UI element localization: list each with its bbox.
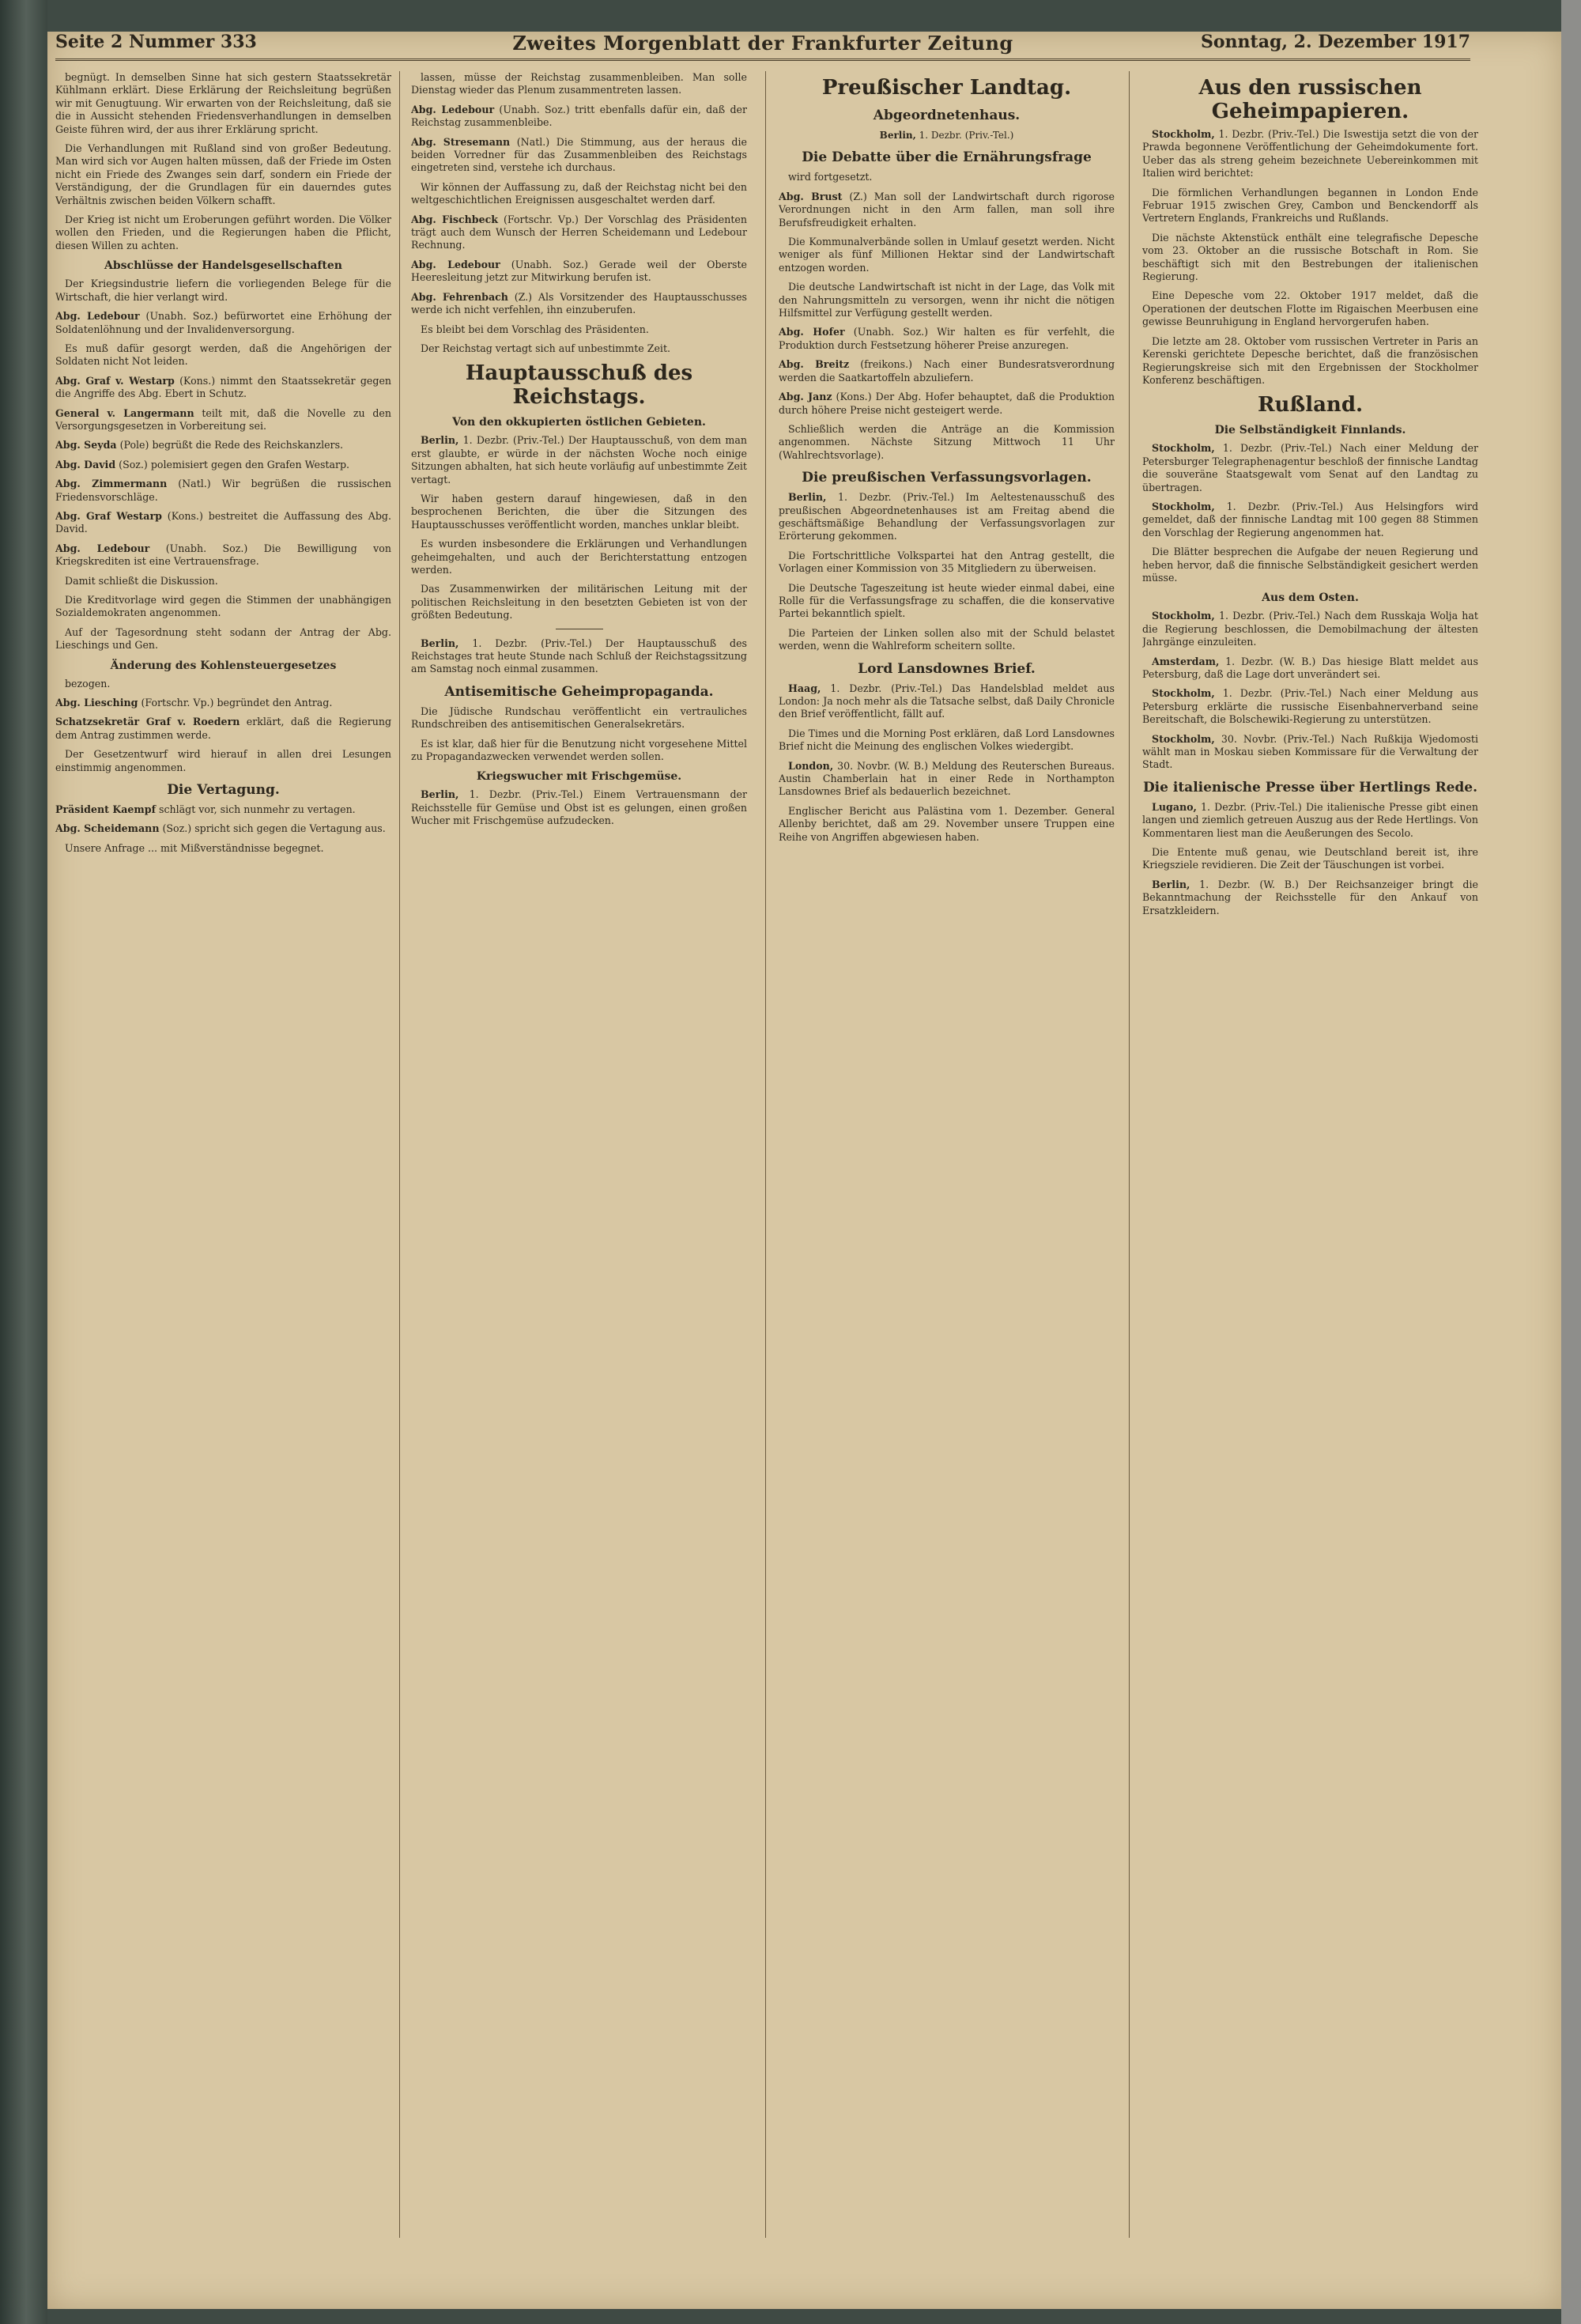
speaker-text: Wir halten es für verfehlt, die Produktion durch Festsetzung höherer Preise anzuregen. bbox=[779, 326, 1115, 351]
speaker-text: nimmt den Staatssekretär gegen die Angriffe des Abg. Ebert in Schutz. bbox=[55, 374, 391, 400]
dateline-paragraph bbox=[1142, 501, 1478, 539]
speaker-text: Nach einer Bundesratsverordnung werden die Saatkartoffeln abzuliefern. bbox=[779, 358, 1115, 384]
dateline-text: Meldung des Reuterschen Bureaus. Austin Chamberlain hat in einer Rede in Northampton Lansdownes Brief als bedauerlich bezeichnet. bbox=[779, 759, 1115, 798]
speaker-entry bbox=[779, 191, 1115, 229]
speaker-party: (Z.) bbox=[514, 290, 533, 303]
dateline-paragraph bbox=[1142, 687, 1478, 726]
speaker-text: spricht sich gegen die Vertagung aus. bbox=[194, 822, 386, 835]
speaker-text: Als Vorsitzender des Hauptausschusses werde ich nicht verfehlen, ihn einzuberufen. bbox=[411, 290, 747, 316]
speaker-name: Schatzsekretär Graf v. Roedern bbox=[55, 716, 240, 728]
dateline-source: (Priv.-Tel.) bbox=[531, 788, 583, 801]
speaker-entry bbox=[55, 697, 391, 709]
paragraph: Die nächste Aktenstück enthält eine telegrafische Depesche vom 23. Oktober an die russische Botschaft in Rom. Sie beschäftigt sich mit den Bestrebungen der italienischen Regierung. bbox=[1142, 231, 1478, 283]
dateline-text: Nach dem Russkaja Wolja hat die Regierung beschlossen, die Demobilmachung der ältesten Jahrgänge einzuleiten. bbox=[1142, 610, 1478, 648]
article-headline: Lord Lansdownes Brief. bbox=[858, 660, 1036, 677]
speaker-party: (Unabh. Soz.) bbox=[499, 103, 570, 115]
dateline-paragraph bbox=[1142, 801, 1478, 840]
dateline-source: (Priv.-Tel.) bbox=[1251, 800, 1302, 813]
section-heading: Die Vertagung. bbox=[167, 782, 280, 799]
speaker-text: erklärt, daß die Regierung dem Antrag zustimmen werde. bbox=[55, 716, 391, 741]
speaker-name: Abg. Fehrenbach bbox=[411, 290, 508, 303]
article-headline: Hauptausschuß des Reichstags. bbox=[465, 361, 693, 410]
dateline-source: (Priv.-Tel.) bbox=[1280, 687, 1332, 700]
dateline-place: Stockholm, bbox=[1152, 128, 1215, 140]
paragraph: Wir haben gestern darauf hingewiesen, daß in den besprochenen Berichten, die über die Sitzungen des Hauptausschusses veröffentlicht worden, manches unklar bleibt. bbox=[411, 492, 747, 531]
speaker-text: Die Bewilligung von Kriegskrediten ist eine Vertrauensfrage. bbox=[55, 542, 391, 568]
speaker-entry bbox=[55, 375, 391, 401]
speaker-text: teilt mit, daß die Novelle zu den Versorgungsgesetzen in Vorbereitung sei. bbox=[55, 406, 391, 432]
speaker-entry bbox=[55, 459, 391, 471]
paragraph: Die Parteien der Linken sollen also mit der Schuld belastet werden, wenn die Wahlreform scheitern sollte. bbox=[779, 626, 1115, 652]
dateline-date: 1. Dezbr. bbox=[1218, 128, 1265, 140]
speaker-name: Abg. Hofer bbox=[779, 326, 845, 338]
dateline-date: 1. Dezbr. bbox=[472, 637, 528, 649]
speaker-name: Abg. Fischbeck bbox=[411, 213, 498, 225]
dateline-date: 1. Dezbr. bbox=[1218, 610, 1266, 622]
speaker-entry bbox=[55, 407, 391, 433]
dateline-place: Amsterdam, bbox=[1152, 655, 1220, 667]
dateline-source: (Priv.-Tel.) bbox=[1280, 442, 1332, 455]
paragraph: Die Times und die Morning Post erklären, daß Lord Lansdownes Brief nicht die Meinung des englischen Volkes wiedergibt. bbox=[779, 727, 1115, 753]
paragraph: Es wurden insbesondere die Erklärungen und Verhandlungen geheimgehalten, und auch der Berichterstattung entzogen werden. bbox=[411, 538, 747, 576]
dateline-date: 30. Novbr. bbox=[1221, 732, 1277, 745]
paragraph: Die Jüdische Rundschau veröffentlicht ein vertrauliches Rundschreiben des antisemitischen Generalsekretärs. bbox=[411, 705, 747, 731]
speaker-entry bbox=[55, 716, 391, 742]
column-rule bbox=[765, 71, 766, 2238]
dateline-text: Das hiesige Blatt meldet aus Petersburg, daß die Lage dort unverändert sei. bbox=[1142, 655, 1478, 680]
article-headline: Preußischer Landtag. bbox=[821, 76, 1072, 100]
speaker-name: Abg. Stresemann bbox=[411, 135, 511, 148]
paragraph: begnügt. In demselben Sinne hat sich gestern Staatssekretär Kühlmann erklärt. Diese Erklärung der Reichsleitung begrüßen wir mit Genugtuung. Wir erwarten von der Reichsleitung, daß sie die in Aussicht stehenden Friedensverhandlungen in demselben Geiste führen wird, der aus ihrer Erklärung spricht. bbox=[55, 71, 391, 135]
dateline-source: (W. B.) bbox=[1279, 655, 1316, 667]
speaker-entry bbox=[411, 136, 747, 175]
paragraph: Damit schließt die Diskussion. bbox=[65, 574, 218, 587]
dateline-date: 1. Dezbr. bbox=[1201, 800, 1247, 813]
article-headline: Antisemitische Geheimpropaganda. bbox=[444, 683, 714, 700]
speaker-name: Abg. David bbox=[55, 458, 116, 470]
dateline-paragraph bbox=[779, 491, 1115, 543]
speaker-text: Gerade weil der Oberste Heeresleitung jetzt zur Mitwirkung berufen ist. bbox=[411, 258, 747, 284]
speaker-entry bbox=[55, 510, 391, 536]
speaker-name: Abg. Janz bbox=[779, 391, 832, 403]
dateline-date: 1. Dezbr. bbox=[919, 130, 962, 141]
speaker-entry bbox=[411, 214, 747, 252]
dateline-paragraph bbox=[1142, 733, 1478, 772]
speaker-text: begrüßt die Rede des Reichskanzlers. bbox=[152, 439, 344, 452]
speaker-name: Abg. Graf v. Westarp bbox=[55, 374, 175, 387]
article-headline: Die preußischen Verfassungsvorlagen. bbox=[802, 470, 1092, 486]
dateline-paragraph bbox=[1142, 610, 1478, 648]
dateline-source: (W. B.) bbox=[894, 759, 929, 772]
paragraph: Auf der Tagesordnung steht sodann der Antrag der Abg. Lieschings und Gen. bbox=[55, 625, 391, 652]
dateline-place: Berlin, bbox=[1152, 878, 1190, 890]
paragraph: Schließlich werden die Anträge an die Kommission angenommen. Nächste Sitzung Mittwoch 11 Uhr (Wahlrechtsvorlage). bbox=[779, 422, 1115, 461]
paragraph: Die deutsche Landwirtschaft ist nicht in der Lage, das Volk mit den Nahrungsmitteln zu versorgen, wenn ihr nicht die nötigen Hilfsmittel zur Verfügung gestellt werden. bbox=[779, 281, 1115, 319]
column-3 bbox=[779, 71, 1115, 2238]
dateline-paragraph bbox=[411, 788, 747, 827]
dateline-date: 1. Dezbr. bbox=[1199, 878, 1251, 890]
dateline-place: Stockholm, bbox=[1152, 687, 1215, 700]
speaker-text: Die Stimmung, aus der heraus die beiden Vorredner für das Zusammenbleiben des Reichstags eingetreten sind, verstehe ich durchaus. bbox=[411, 135, 747, 174]
speaker-party: (Kons.) bbox=[179, 374, 216, 387]
speaker-entry bbox=[779, 391, 1115, 417]
speaker-entry bbox=[55, 310, 391, 336]
paragraph: Die Entente muß genau, wie Deutschland bereit ist, ihre Kriegsziele revidieren. Die Zeit der Täuschungen ist vorbei. bbox=[1142, 846, 1478, 871]
paragraph: Die Kommunalverbände sollen in Umlauf gesetzt werden. Nicht weniger als fünf Millionen Hektar sind der Landwirtschaft entzogen worden. bbox=[779, 236, 1115, 274]
dateline-text: Das Handelsblad meldet aus London: Ja noch mehr als die Tatsache selbst, daß Daily Chronicle den Brief veröffentlicht, fällt auf. bbox=[779, 682, 1115, 720]
speaker-text: Wir begrüßen die russischen Friedensvorschläge. bbox=[55, 478, 391, 503]
article-headline: Kriegswucher mit Frischgemüse. bbox=[476, 770, 682, 784]
dateline-place: Berlin, bbox=[879, 130, 916, 141]
dateline-place: Berlin, bbox=[421, 637, 459, 649]
speaker-entry bbox=[55, 822, 391, 835]
speaker-name: Präsident Kaempf bbox=[55, 803, 156, 816]
dateline-paragraph bbox=[1142, 656, 1478, 682]
speaker-entry bbox=[411, 291, 747, 317]
speaker-party: (Kons.) bbox=[836, 391, 872, 403]
paragraph: Es muß dafür gesorgt werden, daß die Angehörigen der Soldaten nicht Not leiden. bbox=[55, 342, 391, 368]
speaker-name: Abg. Seyda bbox=[55, 439, 117, 452]
speaker-entry bbox=[55, 478, 391, 504]
dateline-source: (Priv.-Tel.) bbox=[1267, 128, 1319, 140]
speaker-name: General v. Langermann bbox=[55, 406, 194, 419]
speaker-name: Abg. Zimmermann bbox=[55, 478, 168, 490]
dateline-date: 1. Dezbr. bbox=[838, 491, 892, 504]
speaker-party: (Pole) bbox=[119, 439, 149, 452]
dateline-paragraph bbox=[1142, 442, 1478, 494]
dateline-text: Im Aeltestenausschuß des preußischen Abgeordnetenhauses ist am Freitag abend die geschäftsmäßige Behandlung der Verfassungsvorlagen zur Erörterung gekommen. bbox=[779, 491, 1115, 542]
dateline-date: 1. Dezbr. bbox=[462, 434, 509, 447]
dateline-source: (Priv.-Tel.) bbox=[903, 491, 954, 504]
paragraph: Es bleibt bei dem Vorschlag des Präsidenten. bbox=[421, 323, 649, 335]
speaker-name: Abg. Liesching bbox=[55, 697, 138, 709]
dateline-text: Der Hauptausschuß, von dem man erst glaubte, er würde in der nächsten Woche noch einige Sitzungen abhalten, hat sich heute vorläufig auf unbestimmte Zeit vertagt. bbox=[411, 434, 747, 486]
paragraph: bezogen. bbox=[65, 677, 111, 690]
paragraph: Der Krieg ist nicht um Eroberungen geführt worden. Die Völker wollen den Frieden, und die Regierungen haben die Pflicht, diesen Willen zu achten. bbox=[55, 214, 391, 251]
paragraph: Die Fortschrittliche Volkspartei hat den Antrag gestellt, die Vorlagen einer Kommission von 35 Mitgliedern zu überweisen. bbox=[779, 549, 1115, 575]
dateline-date: 1. Dezbr. bbox=[1225, 655, 1273, 667]
dateline-place: Lugano, bbox=[1152, 800, 1197, 813]
speaker-entry bbox=[55, 803, 391, 816]
speaker-text: Der Abg. Hofer behauptet, daß die Produktion durch höhere Preise nicht gesteigert werde. bbox=[779, 391, 1115, 416]
speaker-party: (Natl.) bbox=[516, 135, 550, 148]
masthead bbox=[55, 22, 1470, 61]
speaker-name: Abg. Scheidemann bbox=[55, 822, 160, 835]
paragraph: Der Reichstag vertagt sich auf unbestimmte Zeit. bbox=[421, 342, 671, 354]
dateline-date: 30. Novbr. bbox=[837, 759, 891, 772]
page-edge bbox=[1561, 0, 1581, 2324]
section-heading: Aus dem Osten. bbox=[1262, 591, 1359, 605]
paragraph: Der Gesetzentwurf wird hierauf in allen drei Lesungen einstimmig angenommen. bbox=[55, 748, 391, 773]
newspaper-title: Zweites Morgenblatt der Frankfurter Zeitung bbox=[512, 32, 1013, 55]
dateline-place: Stockholm, bbox=[1152, 732, 1215, 745]
paragraph: Die Verhandlungen mit Rußland sind von großer Bedeutung. Man wird sich vor Augen halten müssen, daß der Friede im Osten nicht ein Friede des Zwanges sein darf, sondern ein Friede der Verständigung, der die Grundlagen für ein dauerndes gutes Verhältnis zwischen beiden Völkern schafft. bbox=[55, 142, 391, 206]
section-heading: Änderung des Kohlensteuergesetzes bbox=[110, 659, 337, 672]
dateline-paragraph bbox=[779, 129, 1115, 142]
speaker-name: Abg. Ledebour bbox=[411, 258, 500, 270]
dateline-text: Einem Vertrauensmann der Reichsstelle für Gemüse und Obst ist es gelungen, einen großen Wucher mit Frischgemüse aufzudecken. bbox=[411, 788, 747, 827]
speaker-entry bbox=[55, 439, 391, 452]
dateline-text: Die italienische Presse gibt einen langen und ziemlich getreuen Auszug aus der Rede Hertlings. Von Kommentaren liest man die Aeußerungen des Secolo. bbox=[1142, 800, 1478, 839]
dateline-date: 1. Dezbr. bbox=[830, 682, 882, 694]
column-rule bbox=[1129, 71, 1130, 2238]
page-number: Seite 2 Nummer 333 bbox=[55, 32, 257, 52]
speaker-entry bbox=[779, 358, 1115, 384]
dateline-text: Nach Rußkija Wjedomosti wählt man in Moskau sieben Kommissare für die Verwaltung der Stadt. bbox=[1142, 732, 1478, 771]
dateline-paragraph bbox=[411, 637, 747, 676]
dateline-place: Berlin, bbox=[421, 788, 459, 801]
dateline-text: Aus Helsingfors wird gemeldet, daß der finnische Landtag mit 100 gegen 88 Stimmen den Vorschlag der Regierung angenommen hat. bbox=[1142, 500, 1478, 538]
speaker-text: polemisiert gegen den Grafen Westarp. bbox=[150, 458, 350, 470]
speaker-text: bestreitet die Auffassung des Abg. David. bbox=[55, 509, 391, 535]
article-headline: Aus den russischen Geheimpapieren. bbox=[1198, 76, 1422, 123]
dateline-source: (W. B.) bbox=[1259, 878, 1299, 890]
dateline-text: Nach einer Meldung der Petersburger Telegraphenagentur beschloß der finnische Landtag die souveräne Staatsgewalt vom Senat auf den Landtag zu übertragen. bbox=[1142, 442, 1478, 493]
speaker-text: Man soll der Landwirtschaft durch rigorose Verordnungen nicht in den Arm fallen, man soll ihre Berufsfreudigkeit erhalten. bbox=[779, 190, 1115, 229]
paragraph: Wir können der Auffassung zu, daß der Reichstag nicht bei den weltgeschichtlichen Ereignissen ausgeschaltet werden darf. bbox=[411, 180, 747, 206]
dateline-place: Stockholm, bbox=[1152, 500, 1215, 512]
binding-strip bbox=[0, 0, 47, 2324]
dateline-place: Stockholm, bbox=[1152, 442, 1215, 455]
paragraph: Es ist klar, daß hier für die Benutzung nicht vorgesehene Mittel zu Propagandazwecken verwendet werden sollen. bbox=[411, 737, 747, 763]
dateline-text: Der Hauptausschuß des Reichstages trat heute Stunde nach Schluß der Reichstagssitzung am Samstag noch einmal zusammen. bbox=[411, 637, 747, 675]
speaker-name: Abg. Ledebour bbox=[411, 103, 495, 115]
paragraph: Die Deutsche Tageszeitung ist heute wieder einmal dabei, eine Rolle für die Verfassungsfrage zu schaffen, die die konservative Partei bekanntlich spielt. bbox=[779, 581, 1115, 620]
paragraph: Eine Depesche vom 22. Oktober 1917 meldet, daß die Operationen der deutschen Flotte im Rigaischen Meerbusen eine gewisse Beunruhigung in England hervorgerufen haben. bbox=[1142, 289, 1478, 328]
dateline-place: Haag, bbox=[788, 682, 821, 694]
speaker-entry bbox=[55, 542, 391, 569]
dateline-source: (Priv.-Tel.) bbox=[1269, 610, 1320, 622]
issue-date: Sonntag, 2. Dezember 1917 bbox=[1201, 32, 1470, 52]
paragraph: Die Blätter besprechen die Aufgabe der neuen Regierung und heben hervor, daß die finnische Selbständigkeit gesichert werden müsse. bbox=[1142, 546, 1478, 584]
speaker-party: (Soz.) bbox=[119, 458, 148, 470]
dateline-paragraph bbox=[1142, 128, 1478, 180]
article-subhead: Die Selbständigkeit Finnlands. bbox=[1214, 424, 1406, 437]
speaker-name: Abg. Brust bbox=[779, 190, 843, 202]
paragraph: Unsere Anfrage ... mit Mißverständnisse begegnet. bbox=[65, 841, 324, 854]
dateline-paragraph bbox=[1142, 879, 1478, 917]
section-heading: Die Debatte über die Ernährungsfrage bbox=[802, 149, 1092, 166]
column-4 bbox=[1142, 71, 1478, 2238]
dateline-paragraph bbox=[779, 760, 1115, 799]
speaker-party: (Unabh. Soz.) bbox=[853, 326, 929, 338]
speaker-text: begründet den Antrag. bbox=[217, 697, 333, 709]
paragraph: lassen, müsse der Reichstag zusammenbleiben. Man solle Dienstag wieder das Plenum zusammentreten lassen. bbox=[411, 71, 747, 96]
dateline-source: (Priv.-Tel.) bbox=[541, 637, 592, 649]
dateline-date: 1. Dezbr. bbox=[1226, 500, 1281, 512]
dateline-source: (Priv.-Tel.) bbox=[512, 434, 564, 447]
speaker-party: (Unabh. Soz.) bbox=[165, 542, 248, 554]
dateline-paragraph bbox=[411, 434, 747, 486]
speaker-name: Abg. Breitz bbox=[779, 358, 850, 371]
speaker-name: Abg. Graf Westarp bbox=[55, 509, 162, 522]
dateline-place: Stockholm, bbox=[1152, 610, 1215, 622]
article-subhead: Von den okkupierten östlichen Gebieten. bbox=[452, 416, 706, 429]
dateline-place: Berlin, bbox=[421, 434, 459, 447]
speaker-party: (Kons.) bbox=[167, 509, 203, 522]
section-heading: Abschlüsse der Handelsgesellschaften bbox=[104, 259, 342, 273]
dateline-source: (Priv.-Tel.) bbox=[891, 682, 942, 694]
dateline-paragraph bbox=[779, 682, 1115, 721]
speaker-entry bbox=[411, 104, 747, 130]
paragraph: Die förmlichen Verhandlungen begannen in London Ende Februar 1915 zwischen Grey, Cambon und Benckendorff als Vertretern Englands, Frankreichs und Rußlands. bbox=[1142, 186, 1478, 225]
speaker-entry bbox=[779, 326, 1115, 352]
speaker-entry bbox=[411, 259, 747, 285]
speaker-text: Der Vorschlag des Präsidenten trägt auch dem Wunsch der Herren Scheidemann und Ledebour Rechnung. bbox=[411, 213, 747, 251]
article-headline: Rußland. bbox=[1257, 393, 1364, 418]
speaker-party: (Fortschr. Vp.) bbox=[504, 213, 579, 225]
paragraph: Die Kreditvorlage wird gegen die Stimmen der unabhängigen Sozialdemokraten angenommen. bbox=[55, 594, 391, 619]
column-rule bbox=[399, 71, 400, 2238]
dateline-date: 1. Dezbr. bbox=[469, 788, 522, 801]
dateline-place: Berlin, bbox=[788, 491, 827, 504]
dateline-source: (Priv.-Tel.) bbox=[1283, 732, 1335, 745]
speaker-text: befürwortet eine Erhöhung der Soldatenlöhnung und der Invalidenversorgung. bbox=[55, 310, 391, 335]
speaker-name: Abg. Ledebour bbox=[55, 310, 140, 323]
speaker-party: (Unabh. Soz.) bbox=[511, 258, 588, 270]
dateline-text: Nach einer Meldung aus Petersburg erklärte die russische Eisenbahnerverband seine Bereitschaft, die Bolschewiki-Regierung zu unterstützen. bbox=[1142, 687, 1478, 726]
column-1 bbox=[55, 71, 391, 2238]
paragraph: Das Zusammenwirken der militärischen Leitung mit der politischen Reichsleitung in den besetzten Gebieten ist von der größten Bedeutung. bbox=[411, 583, 747, 622]
dateline-place: London, bbox=[788, 759, 834, 772]
speaker-party: (Z.) bbox=[849, 190, 867, 202]
article-subhead: Abgeordnetenhaus. bbox=[873, 108, 1021, 123]
speaker-text: tritt ebenfalls dafür ein, daß der Reichstag zusammenbleibe. bbox=[411, 103, 747, 129]
dateline-source: (Priv.-Tel.) bbox=[964, 130, 1014, 141]
dateline-text: Der Reichsanzeiger bringt die Bekanntmachung der Reichsstelle für den Ankauf von Ersatzkleidern. bbox=[1142, 878, 1478, 916]
dateline-text: Die Iswestija setzt die von der Prawda begonnene Veröffentlichung der Geheimdokumente fort. Ueber das als streng geheim bezeichnete Uebereinkommen mit Italien wird berichtet: bbox=[1142, 128, 1478, 179]
dateline-date: 1. Dezbr. bbox=[1222, 687, 1273, 700]
speaker-name: Abg. Ledebour bbox=[55, 542, 150, 554]
speaker-party: (Soz.) bbox=[162, 822, 192, 835]
article-headline: Die italienische Presse über Hertlings Rede. bbox=[1142, 779, 1478, 795]
paragraph: Die letzte am 28. Oktober vom russischen Vertreter in Paris an Kerenski gerichtete Depesche berichtet, daß die französischen Regierungskreise sich mit den Ergebnissen der Stockholmer Konferenz beschäftigen. bbox=[1142, 334, 1478, 386]
paragraph: wird fortgesetzt. bbox=[788, 171, 873, 183]
paragraph: Der Kriegsindustrie liefern die vorliegenden Belege für die Wirtschaft, die hier verlangt wird. bbox=[55, 278, 391, 303]
column-2 bbox=[411, 71, 747, 2238]
paragraph: Englischer Bericht aus Palästina vom 1. Dezember. General Allenby berichtet, daß am 29. November unsere Truppen eine Reihe von Angriffen abgewiesen haben. bbox=[779, 804, 1115, 843]
speaker-party: (Natl.) bbox=[178, 478, 211, 490]
speaker-text: schlägt vor, sich nunmehr zu vertagen. bbox=[159, 803, 356, 816]
speaker-party: (freikons.) bbox=[860, 358, 913, 371]
dateline-source: (Priv.-Tel.) bbox=[1292, 500, 1343, 512]
dateline-date: 1. Dezbr. bbox=[1222, 442, 1273, 455]
speaker-party: (Unabh. Soz.) bbox=[145, 310, 218, 323]
speaker-party: (Fortschr. Vp.) bbox=[141, 697, 214, 709]
